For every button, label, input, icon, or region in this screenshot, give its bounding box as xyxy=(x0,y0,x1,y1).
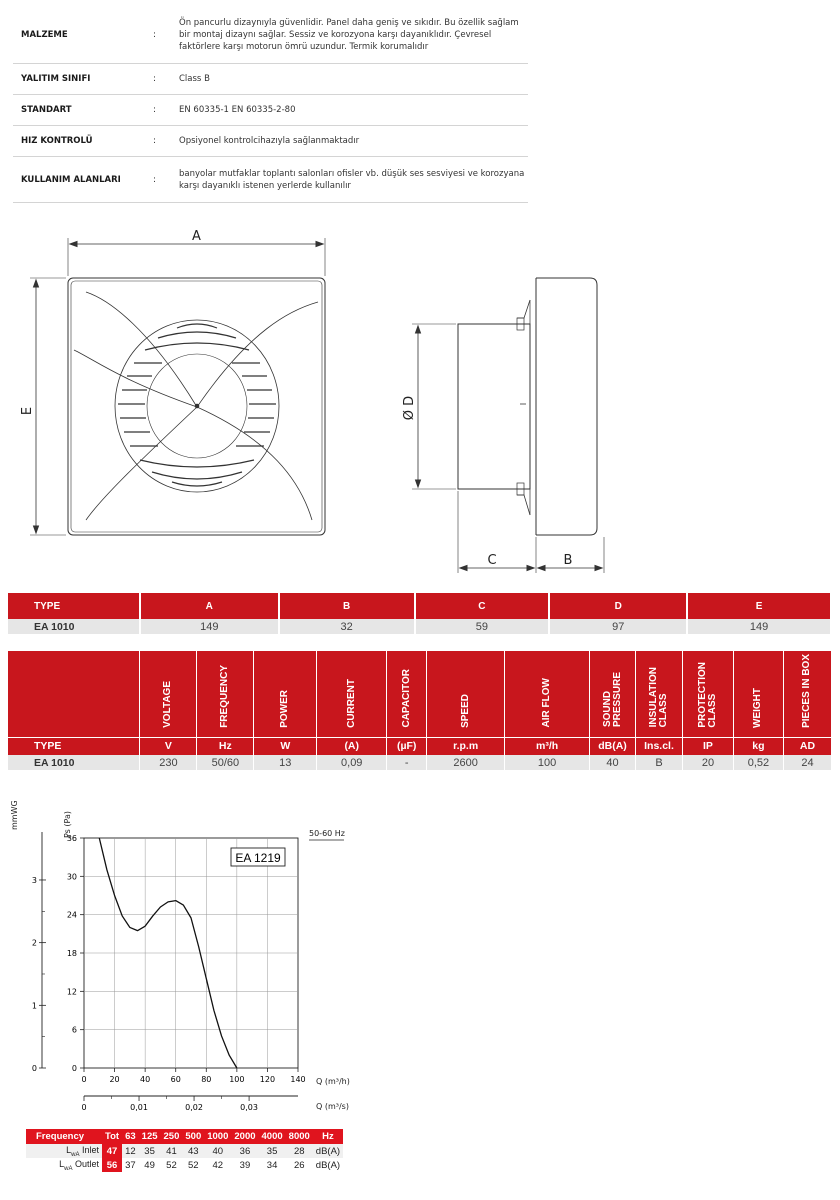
spec-value: EN 60335-1 EN 60335-2-80 xyxy=(179,105,296,115)
y2-tick-label: 0 xyxy=(31,1064,37,1073)
label-a: A xyxy=(192,229,201,244)
sound-header: 4000 xyxy=(259,1129,286,1144)
dim-cell: 59 xyxy=(415,619,550,634)
dim-header: TYPE xyxy=(8,593,140,619)
x-tick-label: 40 xyxy=(140,1075,151,1084)
tech-unit: TYPE xyxy=(8,737,140,755)
y2-tick-label: 1 xyxy=(31,1001,37,1011)
tech-header: WEIGHT xyxy=(733,651,783,737)
x2-tick-label: 0,03 xyxy=(240,1103,258,1112)
y-tick-label: 12 xyxy=(66,987,77,997)
y-axis-label: Ps (Pa) xyxy=(63,810,72,838)
spec-colon: : xyxy=(153,174,156,185)
sound-header-row xyxy=(26,1129,343,1144)
x-tick-label: 120 xyxy=(259,1075,276,1084)
tech-unit: V xyxy=(140,737,197,755)
tech-header: INSULATION CLASS xyxy=(636,651,683,737)
sound-header: 1000 xyxy=(204,1129,231,1144)
dimension-data-row xyxy=(8,619,831,634)
sound-header: 500 xyxy=(182,1129,204,1144)
spec-value: Class B xyxy=(179,74,210,84)
tech-header: SPEED xyxy=(427,651,505,737)
label-e: E xyxy=(20,406,35,416)
duct-body xyxy=(458,324,530,489)
sound-header: Frequency xyxy=(26,1129,102,1144)
spec-value: Opsiyonel kontrolcihazıyla sağlanmaktadır xyxy=(179,136,360,146)
x-tick-label: 60 xyxy=(170,1075,181,1084)
tech-cell: 230 xyxy=(140,755,197,770)
spec-table xyxy=(13,6,528,203)
sound-header: 125 xyxy=(139,1129,161,1144)
sound-cell: 43 xyxy=(182,1144,204,1158)
tech-cell: 0,52 xyxy=(733,755,783,770)
dim-header: C xyxy=(415,593,550,619)
sound-cell: 40 xyxy=(204,1144,231,1158)
spec-label: YALITIM SINIFI xyxy=(21,74,91,84)
dim-header: D xyxy=(549,593,687,619)
dim-cell: 149 xyxy=(140,619,279,634)
y-tick-label: 30 xyxy=(66,872,77,882)
sound-total: 56 xyxy=(102,1158,122,1172)
y-tick-label: 6 xyxy=(71,1025,77,1035)
tech-header: CURRENT xyxy=(317,651,387,737)
spec-row-speed-control xyxy=(13,126,528,157)
dim-cell: 32 xyxy=(279,619,415,634)
sound-cell: 36 xyxy=(231,1144,258,1158)
y2-tick-label: 2 xyxy=(31,938,37,948)
sound-row-outlet xyxy=(26,1158,343,1172)
spec-colon: : xyxy=(153,136,156,146)
x2-tick-label: 0,02 xyxy=(185,1103,203,1112)
sound-row-label: $L_{wA}$ Outlet xyxy=(59,1158,99,1172)
tech-unit: (µF) xyxy=(387,737,427,755)
center-hub xyxy=(195,404,199,408)
sound-cell: 35 xyxy=(259,1144,286,1158)
sound-header: 8000 xyxy=(286,1129,313,1144)
spec-label: STANDART xyxy=(21,105,72,115)
sound-cell: 37 xyxy=(125,1159,136,1171)
dim-cell: 149 xyxy=(687,619,831,634)
tech-header: PROTECTION CLASS xyxy=(682,651,733,737)
side-panel xyxy=(536,278,597,535)
tech-cell: B xyxy=(636,755,683,770)
tech-unit: W xyxy=(254,737,317,755)
tech-unit: Ins.cl. xyxy=(636,737,683,755)
dim-cell: 97 xyxy=(549,619,687,634)
technical-table xyxy=(8,651,832,770)
spec-colon: : xyxy=(153,74,156,84)
y-tick-label: 36 xyxy=(66,834,77,843)
spec-label: HIZ KONTROLÜ xyxy=(21,136,93,146)
sound-cell: 41 xyxy=(161,1144,183,1158)
x-tick-label: 0 xyxy=(81,1075,87,1084)
spec-colon: : xyxy=(153,29,156,40)
sound-cell: dB(A) xyxy=(313,1144,343,1158)
sound-power-table xyxy=(26,1129,343,1172)
x-axis-label: Q (m³/h) xyxy=(316,1077,350,1086)
technical-unit-row xyxy=(8,737,832,755)
chart-title: EA 1219 xyxy=(235,851,281,865)
tech-unit: (A) xyxy=(317,737,387,755)
sound-cell: 12 xyxy=(122,1144,139,1158)
tech-unit: m³/h xyxy=(505,737,590,755)
x-tick-label: 100 xyxy=(229,1075,245,1084)
spec-row-standard xyxy=(13,95,528,126)
sound-cell: 39 xyxy=(239,1159,251,1171)
performance-chart xyxy=(0,795,370,1125)
sound-cell: 26 xyxy=(293,1159,305,1171)
sound-cell: 49 xyxy=(144,1159,155,1171)
spec-row-material xyxy=(13,6,528,64)
technical-data-row xyxy=(8,755,832,770)
spec-row-usage xyxy=(13,157,528,203)
chart-note: 50-60 Hz xyxy=(309,829,346,838)
dim-header: E xyxy=(687,593,831,619)
spec-label: MALZEME xyxy=(21,29,68,40)
tech-cell: 2600 xyxy=(427,755,505,770)
tech-header: CAPACITOR xyxy=(387,651,427,737)
tech-unit: AD xyxy=(783,737,831,755)
label-d: Ø D xyxy=(402,395,417,421)
tech-header: POWER xyxy=(254,651,317,737)
sound-cell: 52 xyxy=(166,1159,177,1171)
dimension-header-row xyxy=(8,593,831,619)
x-tick-label: 140 xyxy=(290,1075,306,1084)
tech-cell: 0,09 xyxy=(317,755,387,770)
spec-row-insulation xyxy=(13,64,528,95)
sound-cell: 52 xyxy=(188,1159,199,1171)
tech-cell: 50/60 xyxy=(197,755,254,770)
tech-header: VOLTAGE xyxy=(140,651,197,737)
tech-header: FREQUENCY xyxy=(197,651,254,737)
sound-cell: 34 xyxy=(266,1159,278,1171)
tech-unit: Hz xyxy=(197,737,254,755)
x-tick-label: 80 xyxy=(201,1075,212,1084)
sound-row-inlet xyxy=(26,1144,343,1158)
tech-cell: EA 1010 xyxy=(8,755,140,770)
y-tick-label: 18 xyxy=(66,949,77,958)
spec-colon: : xyxy=(153,105,156,115)
spec-value: Ön pancurlu dizaynıyla güvenlidir. Panel daha geniş ve sıkıdır. Bu özellik sağlam bir montaj dizaynı sağlar. Sessiz ve korozyona karşı dayanıklıdır. Çevresel faktörlere karşı motorun ömrü uzundur. Termik korumalıdır xyxy=(179,17,519,52)
sound-header: 63 xyxy=(122,1129,139,1144)
tech-header-empty xyxy=(8,651,140,737)
y2-tick-label: 3 xyxy=(31,875,37,885)
dim-header: B xyxy=(279,593,415,619)
sound-cell: 42 xyxy=(212,1159,224,1171)
tech-header: AIR FLOW xyxy=(505,651,590,737)
technical-header-row xyxy=(8,651,832,737)
x-tick-label: 20 xyxy=(109,1075,120,1084)
technical-drawing xyxy=(0,220,840,580)
sound-header: Tot xyxy=(102,1129,122,1144)
label-b: B xyxy=(563,553,573,568)
sound-total: 47 xyxy=(102,1144,122,1158)
y-tick-label: 0 xyxy=(71,1064,77,1073)
dim-header: A xyxy=(140,593,279,619)
tech-cell: 20 xyxy=(682,755,733,770)
sound-row-label: $L_{wA}$ Inlet xyxy=(26,1144,102,1158)
tech-cell: 100 xyxy=(505,755,590,770)
dimension-table xyxy=(8,593,832,634)
tech-cell: - xyxy=(387,755,427,770)
y-tick-label: 24 xyxy=(66,910,77,920)
sound-cell: dB(A) xyxy=(315,1159,341,1171)
label-c: C xyxy=(487,553,497,568)
tech-unit: kg xyxy=(733,737,783,755)
tech-unit: IP xyxy=(682,737,733,755)
spec-label: KULLANIM ALANLARI xyxy=(21,174,121,185)
sound-cell: 35 xyxy=(139,1144,161,1158)
tech-header: SOUND PRESSURE xyxy=(590,651,636,737)
x2-tick-label: 0 xyxy=(81,1103,87,1112)
sound-header: Hz xyxy=(313,1129,343,1144)
sound-header: 250 xyxy=(161,1129,183,1144)
y2-axis-label: mmWG xyxy=(10,800,19,830)
tech-unit: dB(A) xyxy=(590,737,636,755)
tech-header: PIECES IN BOX xyxy=(783,651,831,737)
tech-cell: 13 xyxy=(254,755,317,770)
tech-cell: 40 xyxy=(590,755,636,770)
sound-cell: 28 xyxy=(286,1144,313,1158)
x2-tick-label: 0,01 xyxy=(130,1103,148,1112)
sound-header: 2000 xyxy=(231,1129,258,1144)
dim-cell: EA 1010 xyxy=(8,619,140,634)
tech-unit: r.p.m xyxy=(427,737,505,755)
spec-value: banyolar mutfaklar toplantı salonları ofisler vb. düşük ses sesviyesi ve korozyana karşı dayanıklı istenen yerlerde kullanılır xyxy=(179,168,525,191)
x2-axis-label: Q (m³/s) xyxy=(316,1102,349,1111)
tech-cell: 24 xyxy=(783,755,831,770)
